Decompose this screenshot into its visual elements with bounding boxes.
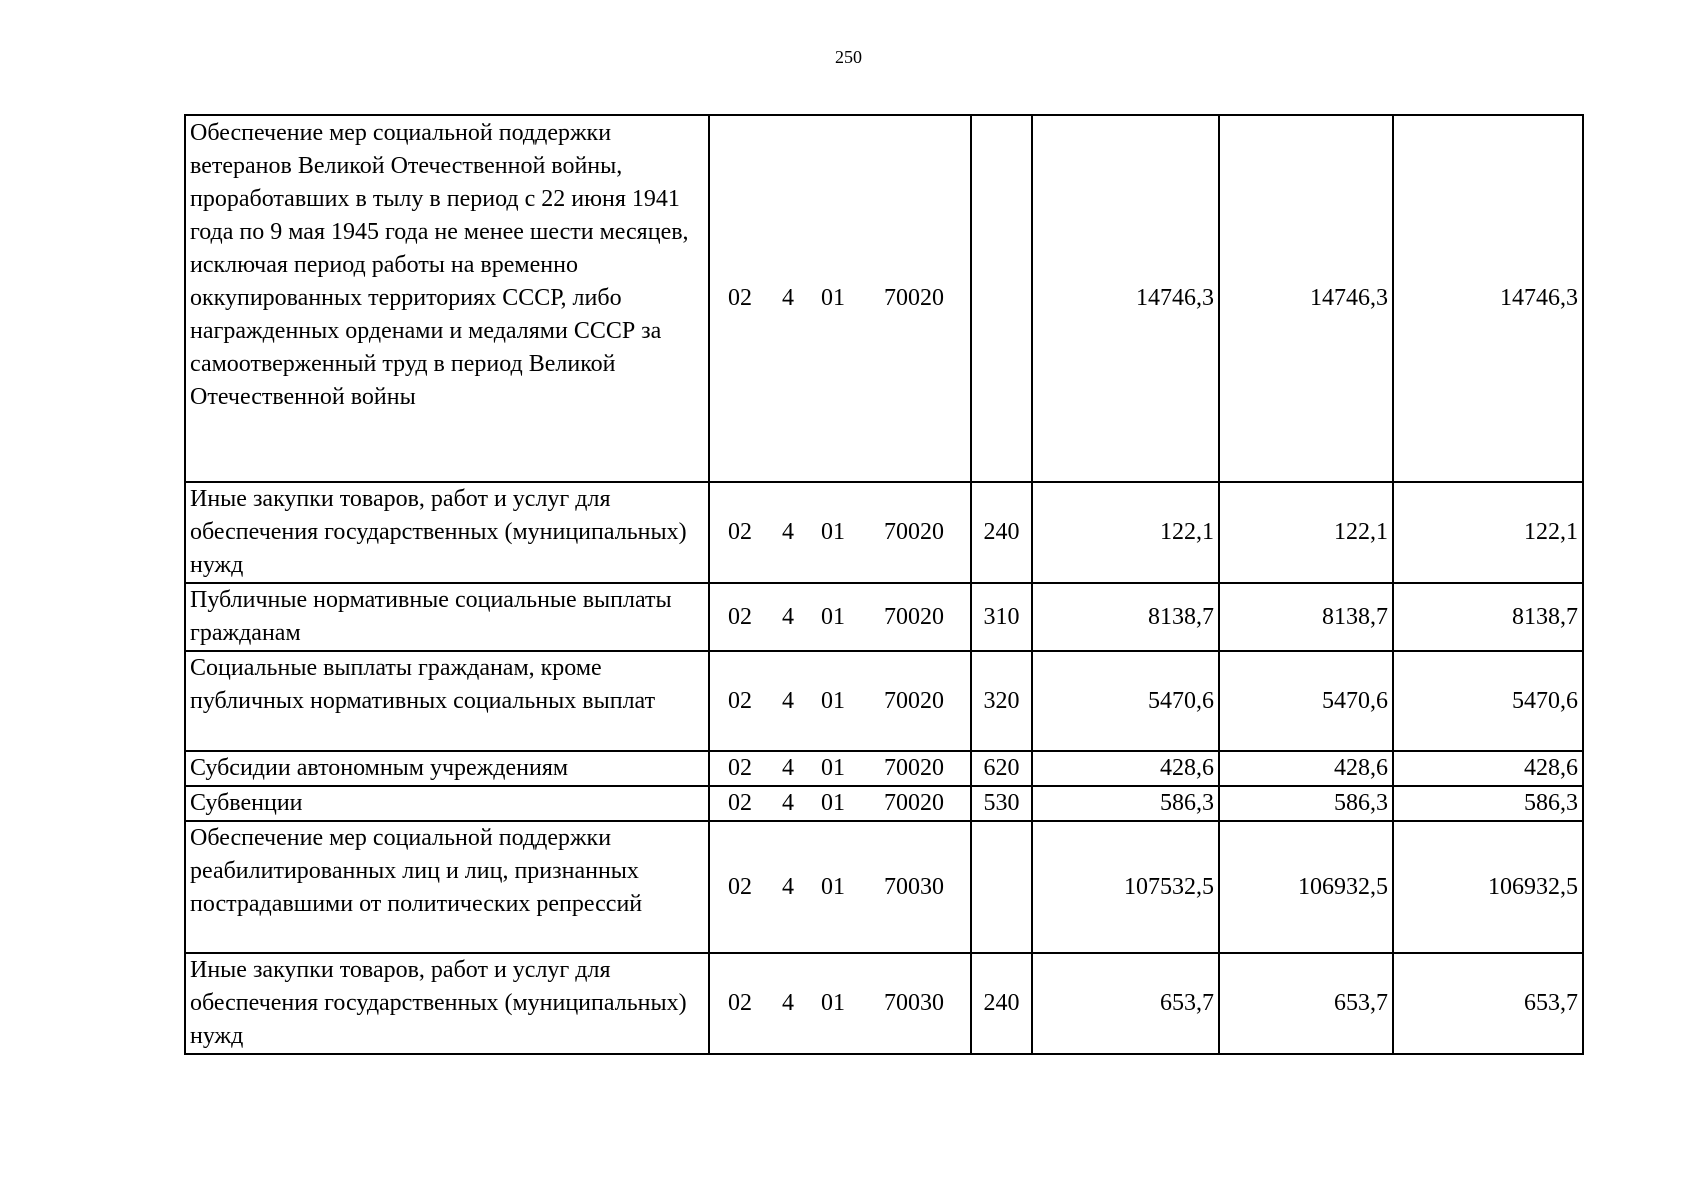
page-number: 250: [835, 47, 862, 67]
expense-type-code: 320: [971, 651, 1032, 751]
table-row: [185, 482, 1583, 583]
amount-year-2: 5470,6: [1219, 651, 1393, 751]
code-program: 4: [782, 687, 794, 714]
expense-type-code: 310: [971, 583, 1032, 651]
code-direction: 70020: [884, 755, 944, 781]
amount-year-1: 122,1: [1032, 482, 1219, 583]
table-row: [185, 115, 1583, 482]
target-article-code: [709, 651, 971, 751]
table-row: [185, 751, 1583, 786]
code-subprogram: 01: [821, 687, 845, 714]
expense-type-code: 240: [971, 482, 1032, 583]
code-direction: 70030: [884, 990, 944, 1016]
code-subprogram: 01: [821, 285, 845, 311]
amount-year-2: 106932,5: [1219, 821, 1393, 953]
code-subprogram: 01: [821, 990, 845, 1016]
code-program: 4: [782, 790, 794, 816]
code-subprogram: 01: [821, 755, 845, 781]
target-article-code: [709, 482, 971, 583]
amount-year-1: 107532,5: [1032, 821, 1219, 953]
code-razdel: 02: [728, 873, 752, 900]
code-razdel: 02: [728, 603, 752, 630]
amount-year-2: 653,7: [1219, 953, 1393, 1054]
row-name: Социальные выплаты гражданам, кроме публичных нормативных социальных выплат: [185, 651, 709, 751]
row-name: Иные закупки товаров, работ и услуг для обеспечения государственных (муниципальных) нужд: [185, 482, 709, 583]
table-row: [185, 953, 1583, 1054]
amount-year-3: 653,7: [1393, 953, 1583, 1054]
amount-year-3: 586,3: [1393, 786, 1583, 821]
row-name: Иные закупки товаров, работ и услуг для обеспечения государственных (муниципальных) нужд: [185, 953, 709, 1054]
amount-year-1: 586,3: [1032, 786, 1219, 821]
code-razdel: 02: [728, 755, 752, 781]
budget-table-body: [185, 115, 1583, 1054]
table-row: [185, 651, 1583, 751]
amount-year-3: 106932,5: [1393, 821, 1583, 953]
amount-year-2: 14746,3: [1219, 115, 1393, 482]
code-direction: 70020: [884, 285, 944, 311]
code-program: 4: [782, 990, 794, 1016]
row-name: Субвенции: [185, 786, 709, 821]
table-row: [185, 786, 1583, 821]
target-article-code: [709, 115, 971, 482]
target-article-code: [709, 583, 971, 651]
amount-year-1: 5470,6: [1032, 651, 1219, 751]
code-program: 4: [782, 519, 794, 545]
amount-year-1: 8138,7: [1032, 583, 1219, 651]
budget-table: [184, 114, 1584, 1055]
expense-type-code: [971, 821, 1032, 953]
amount-year-1: 14746,3: [1032, 115, 1219, 482]
code-razdel: 02: [728, 790, 752, 816]
code-direction: 70020: [884, 519, 944, 545]
expense-type-code: 620: [971, 751, 1032, 786]
amount-year-3: 428,6: [1393, 751, 1583, 786]
target-article-code: [709, 953, 971, 1054]
code-direction: 70020: [884, 603, 944, 630]
code-direction: 70020: [884, 790, 944, 816]
amount-year-3: 122,1: [1393, 482, 1583, 583]
amount-year-2: 586,3: [1219, 786, 1393, 821]
code-subprogram: 01: [821, 603, 845, 630]
code-razdel: 02: [728, 285, 752, 311]
amount-year-2: 428,6: [1219, 751, 1393, 786]
expense-type-code: 240: [971, 953, 1032, 1054]
code-subprogram: 01: [821, 519, 845, 545]
row-name: Субсидии автономным учреждениям: [185, 751, 709, 786]
code-razdel: 02: [728, 990, 752, 1016]
amount-year-3: 8138,7: [1393, 583, 1583, 651]
amount-year-3: 5470,6: [1393, 651, 1583, 751]
amount-year-2: 122,1: [1219, 482, 1393, 583]
row-name: Обеспечение мер социальной поддержки ветеранов Великой Отечественной войны, проработавших в тылу в период с 22 июня 1941 года по 9 мая 1945 года не менее шести месяцев, исключая период работы на временно оккупированных территориях СССР, либо награжденных орденами и медалями СССР за самоотверженный труд в период Великой Отечественной войны: [185, 115, 709, 482]
row-name: Публичные нормативные социальные выплаты гражданам: [185, 583, 709, 651]
amount-year-1: 428,6: [1032, 751, 1219, 786]
code-direction: 70020: [884, 687, 944, 714]
expense-type-code: 530: [971, 786, 1032, 821]
code-program: 4: [782, 873, 794, 900]
code-program: 4: [782, 285, 794, 311]
code-subprogram: 01: [821, 873, 845, 900]
row-name: Обеспечение мер социальной поддержки реабилитированных лиц и лиц, признанных пострадавшими от политических репрессий: [185, 821, 709, 953]
table-row: [185, 821, 1583, 953]
amount-year-2: 8138,7: [1219, 583, 1393, 651]
code-direction: 70030: [884, 873, 944, 900]
expense-type-code: [971, 115, 1032, 482]
target-article-code: [709, 751, 971, 786]
code-program: 4: [782, 755, 794, 781]
code-subprogram: 01: [821, 790, 845, 816]
amount-year-3: 14746,3: [1393, 115, 1583, 482]
table-row: [185, 583, 1583, 651]
amount-year-1: 653,7: [1032, 953, 1219, 1054]
target-article-code: [709, 786, 971, 821]
code-razdel: 02: [728, 687, 752, 714]
target-article-code: [709, 821, 971, 953]
code-program: 4: [782, 603, 794, 630]
code-razdel: 02: [728, 519, 752, 545]
